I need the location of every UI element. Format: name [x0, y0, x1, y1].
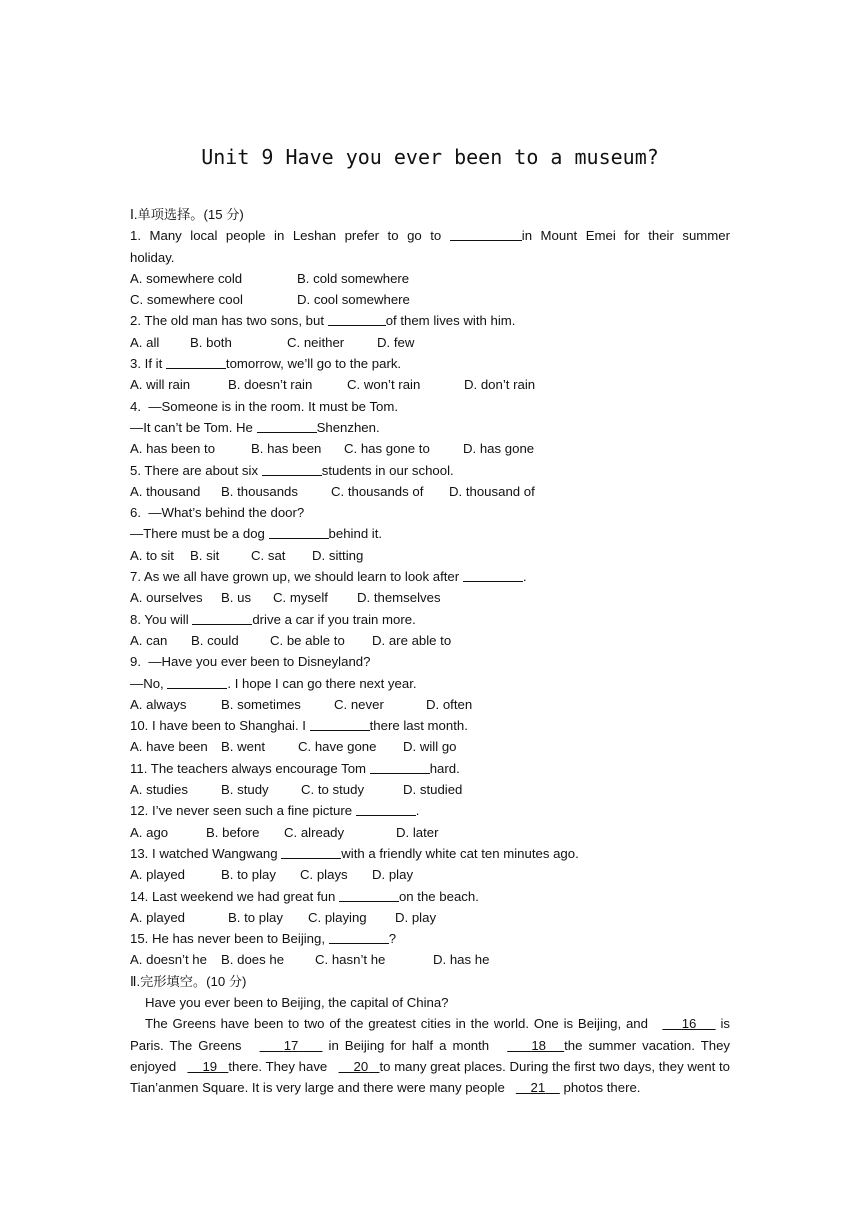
question-6-options	[130, 545, 730, 566]
option-c[interactable]: C. have gone	[298, 739, 377, 755]
blank-17[interactable]: 17	[283, 1037, 299, 1053]
answer-blank[interactable]	[166, 354, 226, 369]
option-b[interactable]: B. to play	[228, 909, 283, 925]
option-a[interactable]: A. doesn’t he	[130, 952, 207, 968]
answer-blank[interactable]	[328, 311, 386, 326]
option-d[interactable]: D. later	[396, 824, 439, 840]
question-8-options	[130, 630, 730, 651]
option-b[interactable]: B. before	[206, 824, 260, 840]
question-5-options	[130, 481, 730, 502]
option-b[interactable]: B. does he	[221, 952, 285, 968]
question-14-options	[130, 907, 730, 928]
answer-blank[interactable]	[269, 524, 329, 539]
question-10: 10. I have been to Shanghai. I there last month.	[130, 718, 468, 734]
option-c[interactable]: C. won’t rain	[347, 377, 421, 393]
answer-blank[interactable]	[192, 610, 252, 625]
question-12-options	[130, 822, 730, 843]
option-b[interactable]: B. us	[221, 590, 252, 606]
question-2-options	[130, 332, 730, 353]
option-c[interactable]: C. sat	[251, 547, 286, 563]
blank-18[interactable]: 18	[531, 1037, 547, 1053]
option-c[interactable]: C. has gone to	[344, 441, 430, 457]
option-c[interactable]: C. never	[334, 696, 384, 712]
option-c[interactable]: C. plays	[300, 867, 348, 883]
question-1-text-cont: in Mount Emei for their summer	[521, 228, 730, 244]
question-3: 3. If it tomorrow, we’ll go to the park.	[130, 356, 402, 372]
blank-20[interactable]: 20	[353, 1058, 369, 1074]
option-a[interactable]: A. somewhere cold	[130, 270, 243, 286]
option-b[interactable]: B. to play	[221, 867, 276, 883]
option-a[interactable]: A. always	[130, 696, 187, 712]
question-9: 9. —Have you ever been to Disneyland?	[130, 654, 371, 670]
option-a[interactable]: A. have been	[130, 739, 208, 755]
option-a[interactable]: A. has been to	[130, 441, 216, 457]
question-4-options	[130, 438, 730, 459]
option-d[interactable]: D. don’t rain	[464, 377, 536, 393]
option-d[interactable]: D. has he	[433, 952, 490, 968]
question-15: 15. He has never been to Beijing, ?	[130, 931, 397, 947]
option-d[interactable]: D. has gone	[463, 441, 535, 457]
question-5: 5. There are about six students in our school.	[130, 462, 454, 478]
option-a[interactable]: A. to sit	[130, 547, 174, 563]
option-b[interactable]: B. both	[190, 334, 232, 350]
question-10-options	[130, 736, 730, 757]
option-d[interactable]: D. play	[395, 909, 437, 925]
question-9-options	[130, 694, 730, 715]
option-a[interactable]: A. will rain	[130, 377, 191, 393]
option-c[interactable]: C. thousands of	[331, 483, 424, 499]
question-14: 14. Last weekend we had great fun on the beach.	[130, 888, 479, 904]
option-b[interactable]: B. cold somewhere	[297, 270, 410, 286]
option-d[interactable]: D. are able to	[372, 632, 452, 648]
option-a[interactable]: A. ago	[130, 824, 169, 840]
option-c[interactable]: C. be able to	[270, 632, 345, 648]
answer-blank[interactable]	[370, 759, 430, 774]
question-4-reply: —It can’t be Tom. He Shenzhen.	[130, 419, 380, 435]
answer-blank[interactable]	[167, 674, 227, 689]
option-d[interactable]: D. play	[372, 867, 414, 883]
option-c[interactable]: C. hasn’t he	[315, 952, 386, 968]
option-d[interactable]: D. few	[377, 334, 415, 350]
blank-19[interactable]: 19	[202, 1058, 218, 1074]
section-heading: Ⅱ.完形填空。(10 分)	[130, 973, 247, 989]
option-b[interactable]: B. could	[191, 632, 239, 648]
answer-blank[interactable]	[356, 801, 416, 816]
question-15-options	[130, 949, 730, 970]
option-d[interactable]: D. often	[426, 696, 473, 712]
option-c[interactable]: C. playing	[308, 909, 367, 925]
option-a[interactable]: A. ourselves	[130, 590, 203, 606]
question-1: 1. Many local people in Leshan prefer to go to in Mount Emei for their summer	[130, 228, 730, 244]
question-13-options	[130, 864, 730, 885]
question-6-reply: —There must be a dog behind it.	[130, 526, 383, 542]
option-b[interactable]: B. went	[221, 739, 265, 755]
blank-21[interactable]: 21	[530, 1080, 546, 1096]
cloze-passage: The Greens have been to two of the greatest cities in the world. One is Beijing, and 16 is Paris. The Greens 17 in Beijing for half a month 18 the summer vacation. They enjoyed 19 there. They have 20 to many great places. During the first two days, they went to Tian’anmen Square. It is very large and there were many people 21 photos there.	[130, 1016, 731, 1096]
option-d[interactable]: D. thousand of	[449, 483, 535, 499]
document-body	[130, 204, 730, 1098]
answer-blank[interactable]	[257, 418, 317, 433]
question-7-options	[130, 587, 730, 608]
answer-blank[interactable]	[463, 567, 523, 582]
option-c[interactable]: C. myself	[273, 590, 328, 606]
option-c[interactable]: C. already	[284, 824, 345, 840]
section-heading: Ⅰ.单项选择。(15 分)	[130, 207, 244, 222]
question-1-options-row-2	[130, 289, 730, 310]
option-b[interactable]: B. study	[221, 782, 269, 798]
answer-blank[interactable]	[281, 844, 341, 859]
question-12: 12. I’ve never seen such a fine picture .	[130, 803, 420, 819]
question-3-options	[130, 374, 730, 395]
option-a[interactable]: A. can	[130, 632, 168, 648]
option-a[interactable]: A. studies	[130, 782, 188, 798]
option-a[interactable]: A. all	[130, 334, 160, 350]
option-d[interactable]: D. themselves	[357, 590, 441, 606]
option-b[interactable]: B. has been	[251, 441, 322, 457]
option-d[interactable]: D. studied	[403, 782, 463, 798]
question-8: 8. You will drive a car if you train more.	[130, 611, 416, 627]
answer-blank[interactable]	[450, 226, 522, 241]
question-13: 13. I watched Wangwang with a friendly white cat ten minutes ago.	[130, 845, 579, 861]
option-d[interactable]: D. will go	[403, 739, 457, 755]
question-6: 6. —What’s behind the door?	[130, 505, 305, 521]
blank-16[interactable]: 16	[681, 1016, 697, 1032]
option-b[interactable]: B. sit	[190, 547, 220, 563]
answer-blank[interactable]	[310, 716, 370, 731]
option-a[interactable]: A. played	[130, 909, 185, 925]
page-title: Unit 9 Have you ever been to a museum?	[201, 145, 659, 169]
option-b[interactable]: B. doesn’t rain	[228, 377, 313, 393]
question-9-reply: —No, . I hope I can go there next year.	[130, 675, 417, 691]
option-a[interactable]: A. played	[130, 867, 185, 883]
question-1-options-row-1	[130, 268, 730, 289]
answer-blank[interactable]	[339, 887, 399, 902]
option-c[interactable]: C. neither	[287, 334, 345, 350]
option-d[interactable]: D. sitting	[312, 547, 364, 563]
question-11-options	[130, 779, 730, 800]
option-c[interactable]: C. to study	[301, 782, 365, 798]
option-b[interactable]: B. thousands	[221, 483, 298, 499]
answer-blank[interactable]	[262, 461, 322, 476]
question-7: 7. As we all have grown up, we should learn to look after .	[130, 569, 527, 585]
question-2: 2. The old man has two sons, but of them lives with him.	[130, 313, 516, 329]
cloze-intro: Have you ever been to Beijing, the capital of China?	[145, 994, 449, 1010]
question-1-cont: holiday.	[130, 249, 175, 265]
option-b[interactable]: B. sometimes	[221, 696, 301, 712]
option-d[interactable]: D. cool somewhere	[297, 292, 410, 308]
option-c[interactable]: C. somewhere cool	[130, 292, 243, 308]
option-a[interactable]: A. thousand	[130, 483, 201, 499]
question-11: 11. The teachers always encourage Tom hard.	[130, 760, 460, 776]
answer-blank[interactable]	[329, 929, 389, 944]
question-4: 4. —Someone is in the room. It must be Tom.	[130, 398, 399, 414]
